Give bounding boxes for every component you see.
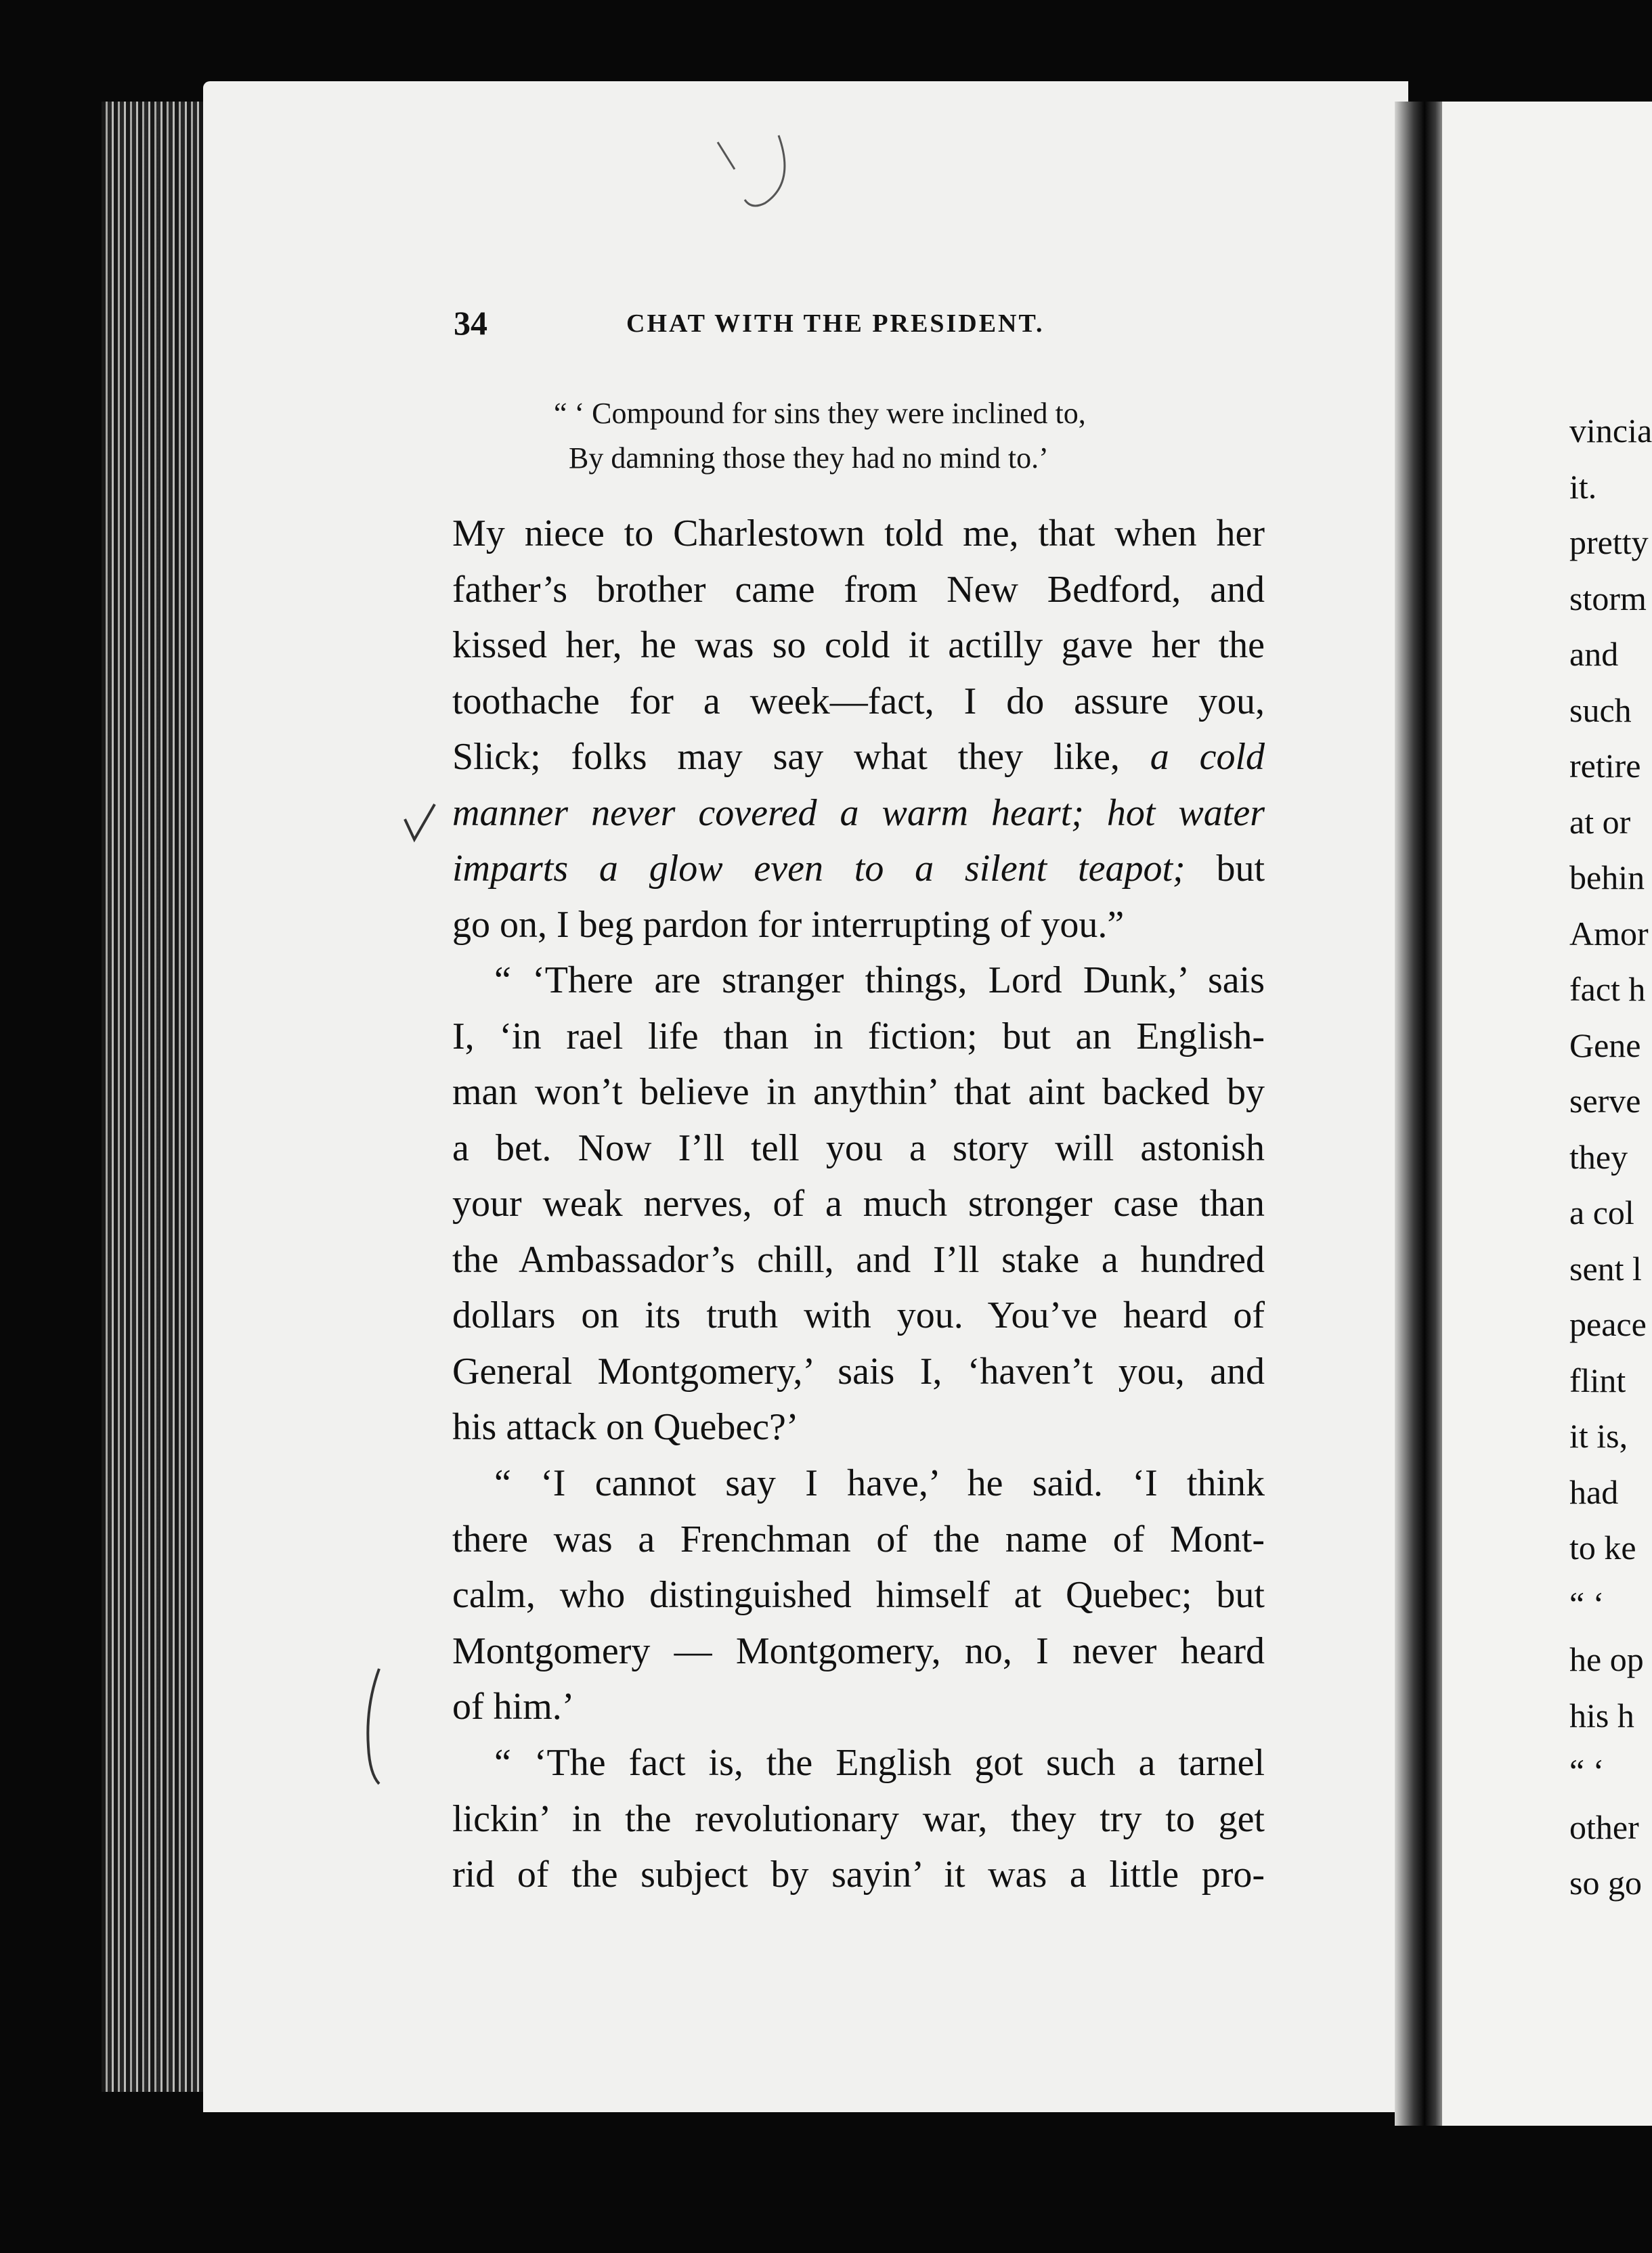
- text-line: your weak nerves, of a much stronger case than: [452, 1183, 1265, 1225]
- margin-bracket-mark: [359, 1665, 386, 1787]
- text-line: of him.’: [452, 1686, 575, 1728]
- paragraph-montgomery: [452, 1456, 1265, 1735]
- facing-line: such: [1569, 691, 1632, 729]
- facing-line: they: [1569, 1137, 1628, 1176]
- facing-line: a col: [1569, 1194, 1634, 1231]
- text-line: his attack on Quebec?’: [452, 1406, 799, 1448]
- facing-line: Amor: [1569, 914, 1649, 953]
- text-line: General Montgomery,’ sais I, ‘haven’t you, and: [452, 1350, 1265, 1393]
- text-line: father’s brother came from New Bedford, and: [452, 568, 1265, 611]
- facing-line: it.: [1569, 467, 1597, 506]
- text-line: My niece to Charlestown told me, that when her: [452, 512, 1265, 554]
- facing-line: it is,: [1569, 1417, 1628, 1455]
- page-number: 34: [454, 304, 487, 342]
- epigraph: [542, 391, 1219, 481]
- facing-page-text: [1569, 403, 1652, 1911]
- facing-line: pretty: [1569, 523, 1649, 561]
- facing-line: other: [1569, 1808, 1639, 1846]
- text-line-italic: manner never covered a warm heart; hot water: [452, 791, 1265, 834]
- paragraph-niece: [452, 506, 1265, 953]
- facing-line: Gene: [1569, 1026, 1641, 1064]
- page-header: [454, 303, 1266, 344]
- book-gutter: [1395, 102, 1449, 2126]
- facing-line: so go: [1569, 1864, 1642, 1902]
- text-line: I, ‘in rael life than in fiction; but an English-: [452, 1015, 1265, 1057]
- running-head: CHAT WITH THE PRESIDENT.: [626, 309, 1045, 338]
- facing-line: he op: [1569, 1640, 1644, 1678]
- text-line: go on, I beg pardon for interrupting of you.”: [452, 903, 1125, 946]
- facing-line: to ke: [1569, 1529, 1636, 1567]
- facing-line: at or: [1569, 802, 1631, 841]
- facing-line: serve: [1569, 1082, 1641, 1120]
- text-line: toothache for a week—fact, I do assure you,: [452, 680, 1265, 722]
- facing-line: vincia: [1569, 412, 1652, 450]
- facing-line: behin: [1569, 858, 1645, 896]
- paragraph-english: [452, 1735, 1265, 1903]
- text-line: Montgomery — Montgomery, no, I never heard: [452, 1629, 1265, 1672]
- text-line: Slick; folks may say what they like, a cold: [452, 736, 1265, 778]
- facing-line: “ ‘: [1569, 1752, 1605, 1790]
- top-pencil-mark: [704, 129, 799, 217]
- facing-line: retire: [1569, 747, 1641, 785]
- text-line: there was a Frenchman of the name of Mont-: [452, 1518, 1265, 1560]
- text-line: “ ‘There are stranger things, Lord Dunk,’ sais: [494, 959, 1265, 1001]
- facing-line: and: [1569, 635, 1619, 673]
- facing-line: his h: [1569, 1696, 1634, 1734]
- text-line: the Ambassador’s chill, and I’ll stake a hundred: [452, 1238, 1265, 1281]
- facing-line: peace: [1569, 1305, 1647, 1343]
- text-line: man won’t believe in anythin’ that aint backed by: [452, 1071, 1265, 1113]
- epigraph-line: “ ‘ Compound for sins they were inclined to,: [554, 397, 1086, 430]
- text-line: kissed her, he was so cold it actilly gave her the: [452, 624, 1265, 666]
- page-edges: [102, 102, 217, 2092]
- facing-line: storm: [1569, 579, 1647, 617]
- epigraph-line: By damning those they had no mind to.’: [569, 441, 1049, 475]
- facing-line: sent l: [1569, 1249, 1642, 1288]
- text-line: dollars on its truth with you. You’ve heard of: [452, 1294, 1265, 1336]
- paragraph-lord-dunk: [452, 953, 1265, 1456]
- margin-check-mark: [399, 799, 440, 853]
- text-line: “ ‘I cannot say I have,’ he said. ‘I think: [494, 1462, 1265, 1504]
- facing-line: “ ‘: [1569, 1584, 1605, 1623]
- text-line: lickin’ in the revolutionary war, they try to get: [452, 1797, 1265, 1840]
- text-line: imparts a glow even to a silent teapot; but: [452, 848, 1265, 890]
- facing-line: flint: [1569, 1361, 1626, 1399]
- facing-line: had: [1569, 1472, 1619, 1511]
- text-line: calm, who distinguished himself at Quebec; but: [452, 1574, 1265, 1616]
- text-line: a bet. Now I’ll tell you a story will astonish: [452, 1126, 1265, 1169]
- text-line: “ ‘The fact is, the English got such a tarnel: [494, 1742, 1265, 1784]
- facing-line: fact h: [1569, 970, 1646, 1008]
- text-line: rid of the subject by sayin’ it was a little pro-: [452, 1854, 1265, 1896]
